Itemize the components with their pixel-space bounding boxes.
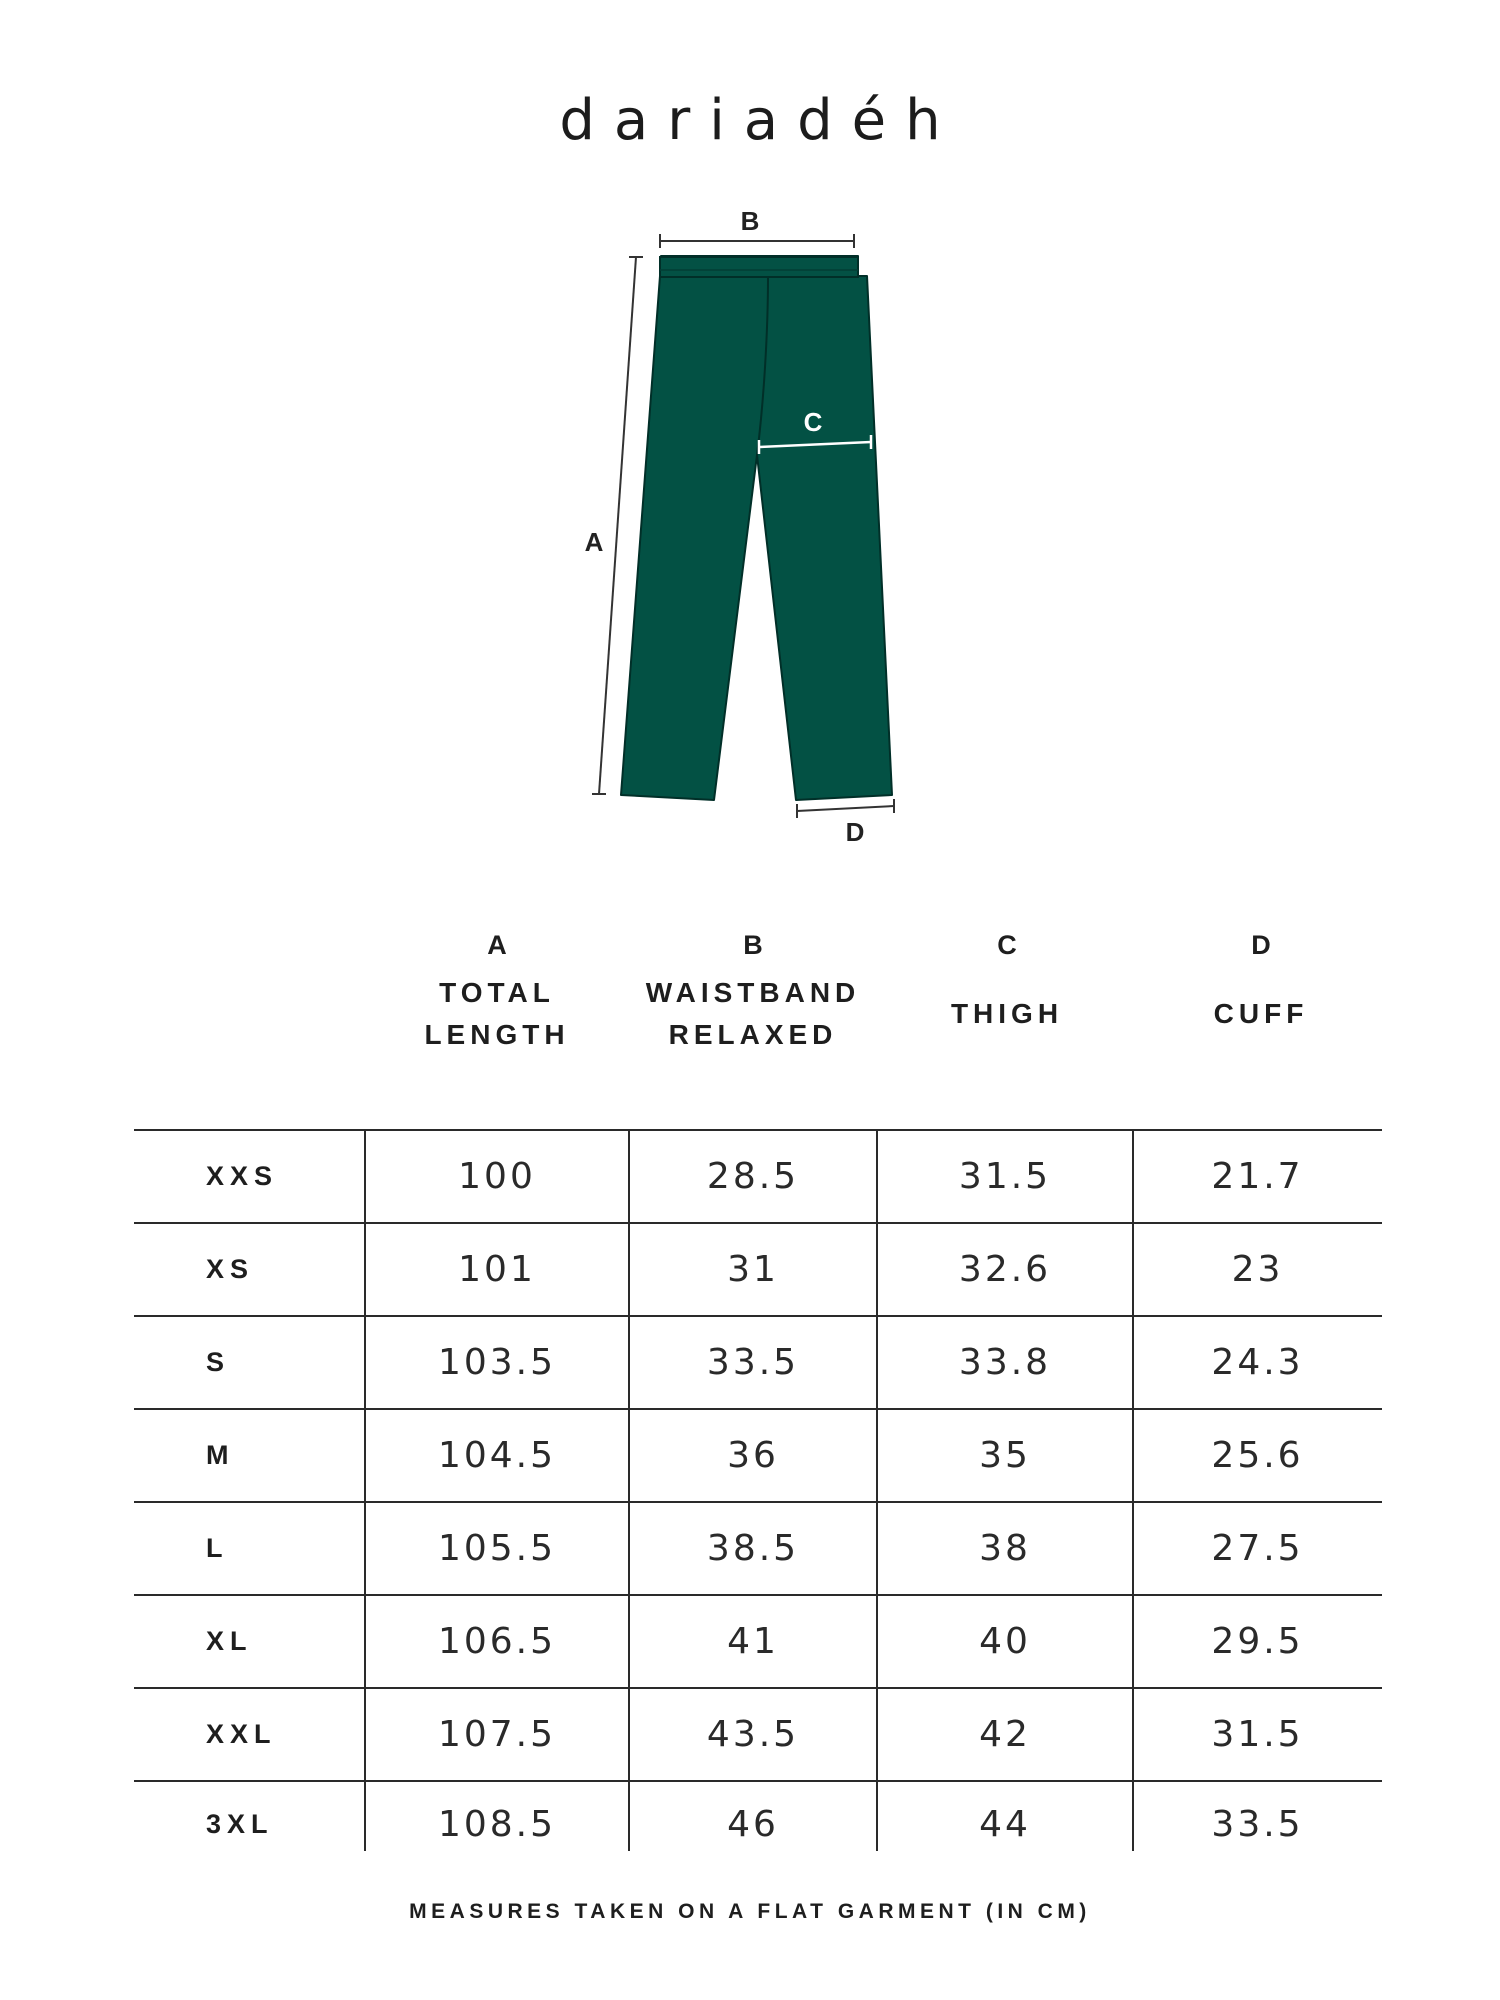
column-header-c — [882, 925, 1132, 1057]
label-c: C — [803, 407, 823, 437]
size-label: XS — [206, 1254, 255, 1284]
value-waistband: 33.5 — [706, 1342, 800, 1383]
value-total-length: 108.5 — [437, 1803, 557, 1845]
column-header-a — [372, 925, 622, 1057]
value-waistband: 36 — [727, 1435, 779, 1476]
value-total-length: 104.5 — [437, 1435, 557, 1476]
value-thigh: 35 — [979, 1435, 1031, 1476]
value-cuff: 33.5 — [1211, 1803, 1304, 1845]
value-cuff: 21.7 — [1211, 1156, 1304, 1197]
footnote: MEASURES TAKEN ON A FLAT GARMENT (IN CM) — [409, 1900, 1091, 1923]
label-d: D — [845, 817, 865, 847]
brand-logo: dariadéh — [559, 88, 960, 153]
cuff-measure-line — [797, 806, 894, 811]
value-thigh: 40 — [979, 1621, 1031, 1662]
value-waistband: 41 — [727, 1621, 779, 1662]
size-label: XXS — [206, 1161, 279, 1191]
column-name: THIGH — [950, 998, 1064, 1029]
value-thigh: 31.5 — [958, 1156, 1052, 1197]
column-header-b — [628, 925, 878, 1057]
value-thigh: 33.8 — [958, 1342, 1052, 1383]
value-waistband: 28.5 — [706, 1156, 800, 1197]
table-row — [134, 1129, 1382, 1222]
label-b: B — [740, 206, 760, 236]
value-thigh: 44 — [979, 1803, 1031, 1845]
column-letter: D — [1251, 930, 1271, 960]
column-divider — [876, 1131, 878, 1851]
column-letter: A — [487, 930, 507, 960]
table-row — [134, 1408, 1382, 1501]
table-row — [134, 1780, 1382, 1866]
table-row — [134, 1222, 1382, 1315]
value-thigh: 32.6 — [958, 1249, 1052, 1290]
size-label: XL — [206, 1626, 253, 1656]
value-total-length: 101 — [458, 1249, 536, 1290]
value-thigh: 38 — [979, 1528, 1031, 1569]
value-cuff: 23 — [1231, 1249, 1284, 1290]
column-header-d — [1136, 925, 1386, 1057]
value-total-length: 100 — [458, 1156, 536, 1197]
value-total-length: 105.5 — [437, 1528, 557, 1569]
garment-diagram — [0, 0, 1500, 900]
table-row — [134, 1501, 1382, 1594]
value-cuff: 27.5 — [1211, 1528, 1304, 1569]
value-waistband: 46 — [727, 1803, 779, 1845]
value-waistband: 31 — [727, 1249, 779, 1290]
trousers-illustration — [621, 256, 892, 800]
column-name: WAISTBAND RELAXED — [645, 977, 861, 1050]
size-label: M — [206, 1440, 235, 1470]
size-label: 3XL — [206, 1808, 274, 1839]
size-label: XXL — [206, 1719, 277, 1749]
value-cuff: 24.3 — [1211, 1342, 1304, 1383]
column-divider — [628, 1131, 630, 1851]
label-a: A — [584, 527, 604, 557]
column-letter: B — [743, 930, 763, 960]
column-divider — [364, 1131, 366, 1851]
size-table — [134, 1129, 1382, 1866]
waistband — [660, 257, 858, 277]
value-thigh: 42 — [979, 1714, 1031, 1755]
value-cuff: 25.6 — [1211, 1435, 1304, 1476]
column-name: TOTAL LENGTH — [424, 977, 570, 1050]
column-letter: C — [997, 930, 1017, 960]
value-cuff: 31.5 — [1211, 1714, 1304, 1755]
value-total-length: 107.5 — [437, 1714, 557, 1755]
value-total-length: 106.5 — [437, 1621, 557, 1662]
size-label: S — [206, 1347, 231, 1377]
value-cuff: 29.5 — [1211, 1621, 1304, 1662]
value-waistband: 43.5 — [706, 1714, 800, 1755]
value-waistband: 38.5 — [706, 1528, 800, 1569]
value-total-length: 103.5 — [437, 1342, 557, 1383]
size-label: L — [206, 1533, 229, 1563]
table-row — [134, 1687, 1382, 1780]
table-row — [134, 1315, 1382, 1408]
column-name: CUFF — [1213, 998, 1309, 1029]
table-row — [134, 1594, 1382, 1687]
column-divider — [1132, 1131, 1134, 1851]
